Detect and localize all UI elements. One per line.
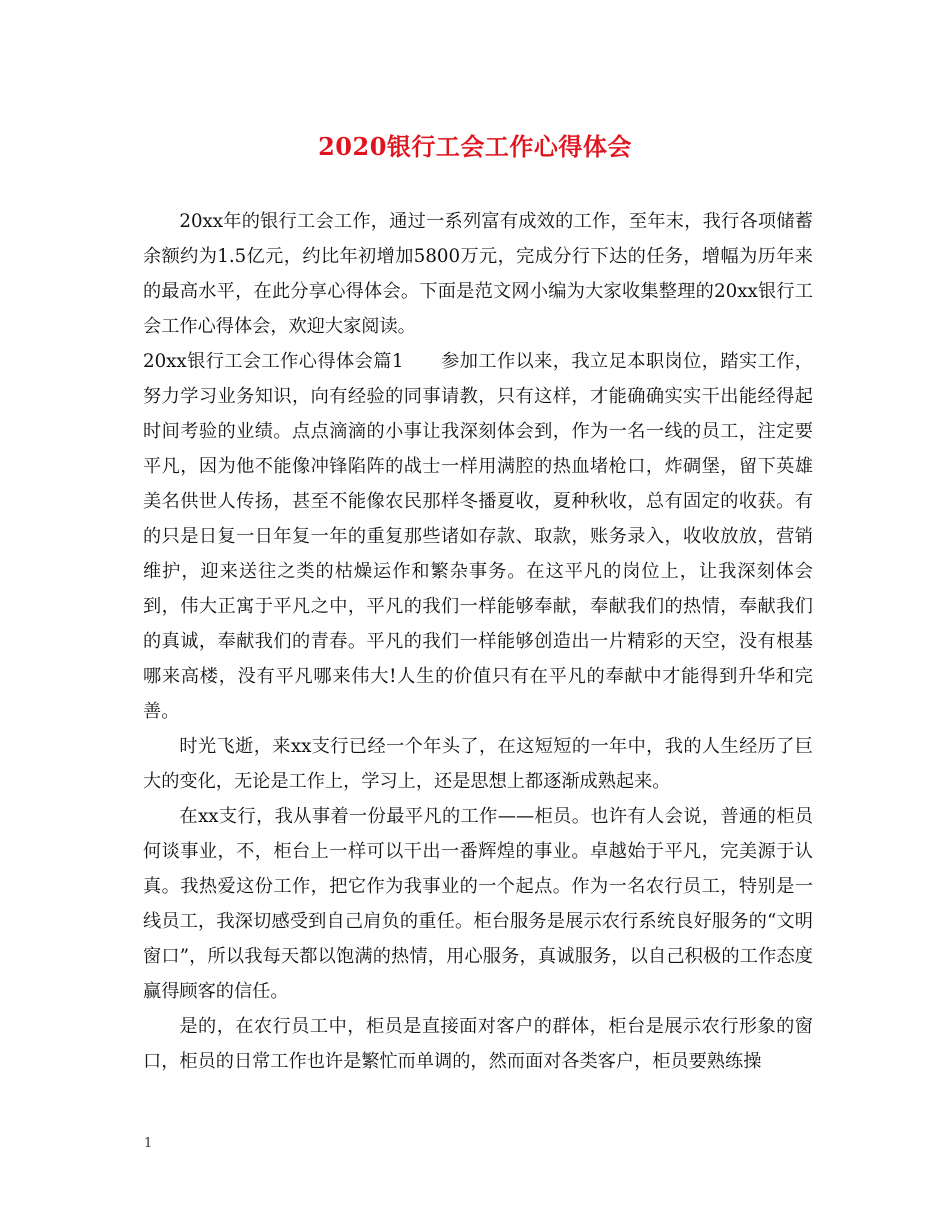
paragraph-time: 时光飞逝，来xx支行已经一个年头了，在这短短的一年中，我的人生经历了巨大的变化，无论是工作上，学习上，还是思想上都逐渐成熟起来。 xyxy=(143,736,813,792)
paragraph-teller: 在xx支行，我从事着一份最平凡的工作——柜员。也许有人会说，普通的柜员何谈事业，不，柜台上一样可以干出一番辉煌的事业。卓越始于平凡，完美源于认真。我热爱这份工作，把它作为我事业的一个起点。作为一名农行员工，特别是一线员工，我深切感受到自己肩负的重任。柜台服务是展示农行系统良好服务的“文明窗口”，所以我每天都以饱满的热情，用心服务，真诚服务，以自己积极的工作态度赢得顾客的信任。 xyxy=(143,806,813,1002)
document-title: 2020银行工会工作心得体会 xyxy=(318,132,632,161)
paragraph-intro: 20xx年的银行工会工作，通过一系列富有成效的工作，至年末，我行各项储蓄余额约为1.5亿元，约比年初增加5800万元，完成分行下达的任务，增幅为历年来的最高水平，在此分享心得体会。下面是范文网小编为大家收集整理的20xx银行工会工作心得体会，欢迎大家阅读。 xyxy=(143,211,813,337)
paragraph-article-1: 20xx银行工会工作心得体会篇1 参加工作以来，我立足本职岗位，踏实工作，努力学习业务知识，向有经验的同事请教，只有这样，才能确确实实干出能经得起时间考验的业绩。点点滴滴的小事让我深刻体会到，作为一名一线的员工，注定要平凡，因为他不能像冲锋陷阵的战士一样用满腔的热血堵枪口，炸碉堡，留下英雄美名供世人传扬，甚至不能像农民那样冬播夏收，夏种秋收，总有固定的收获。有的只是日复一日年复一年的重复那些诸如存款、取款，账务录入，收收放放，营销维护，迎来送往之类的枯燥运作和繁杂事务。在这平凡的岗位上，让我深刻体会到，伟大正寓于平凡之中，平凡的我们一样能够奉献，奉献我们的热情，奉献我们的真诚，奉献我们的青春。平凡的我们一样能够创造出一片精彩的天空，没有根基哪来高楼，没有平凡哪来伟大!人生的价值只有在平凡的奉献中才能得到升华和完善。 xyxy=(143,351,813,722)
paragraph-window: 是的，在农行员工中，柜员是直接面对客户的群体，柜台是展示农行形象的窗口，柜员的日常工作也许是繁忙而单调的，然而面对各类客户，柜员要熟练操 xyxy=(143,1016,813,1072)
page-number: 1 xyxy=(144,1136,153,1151)
document-body xyxy=(143,204,813,1079)
